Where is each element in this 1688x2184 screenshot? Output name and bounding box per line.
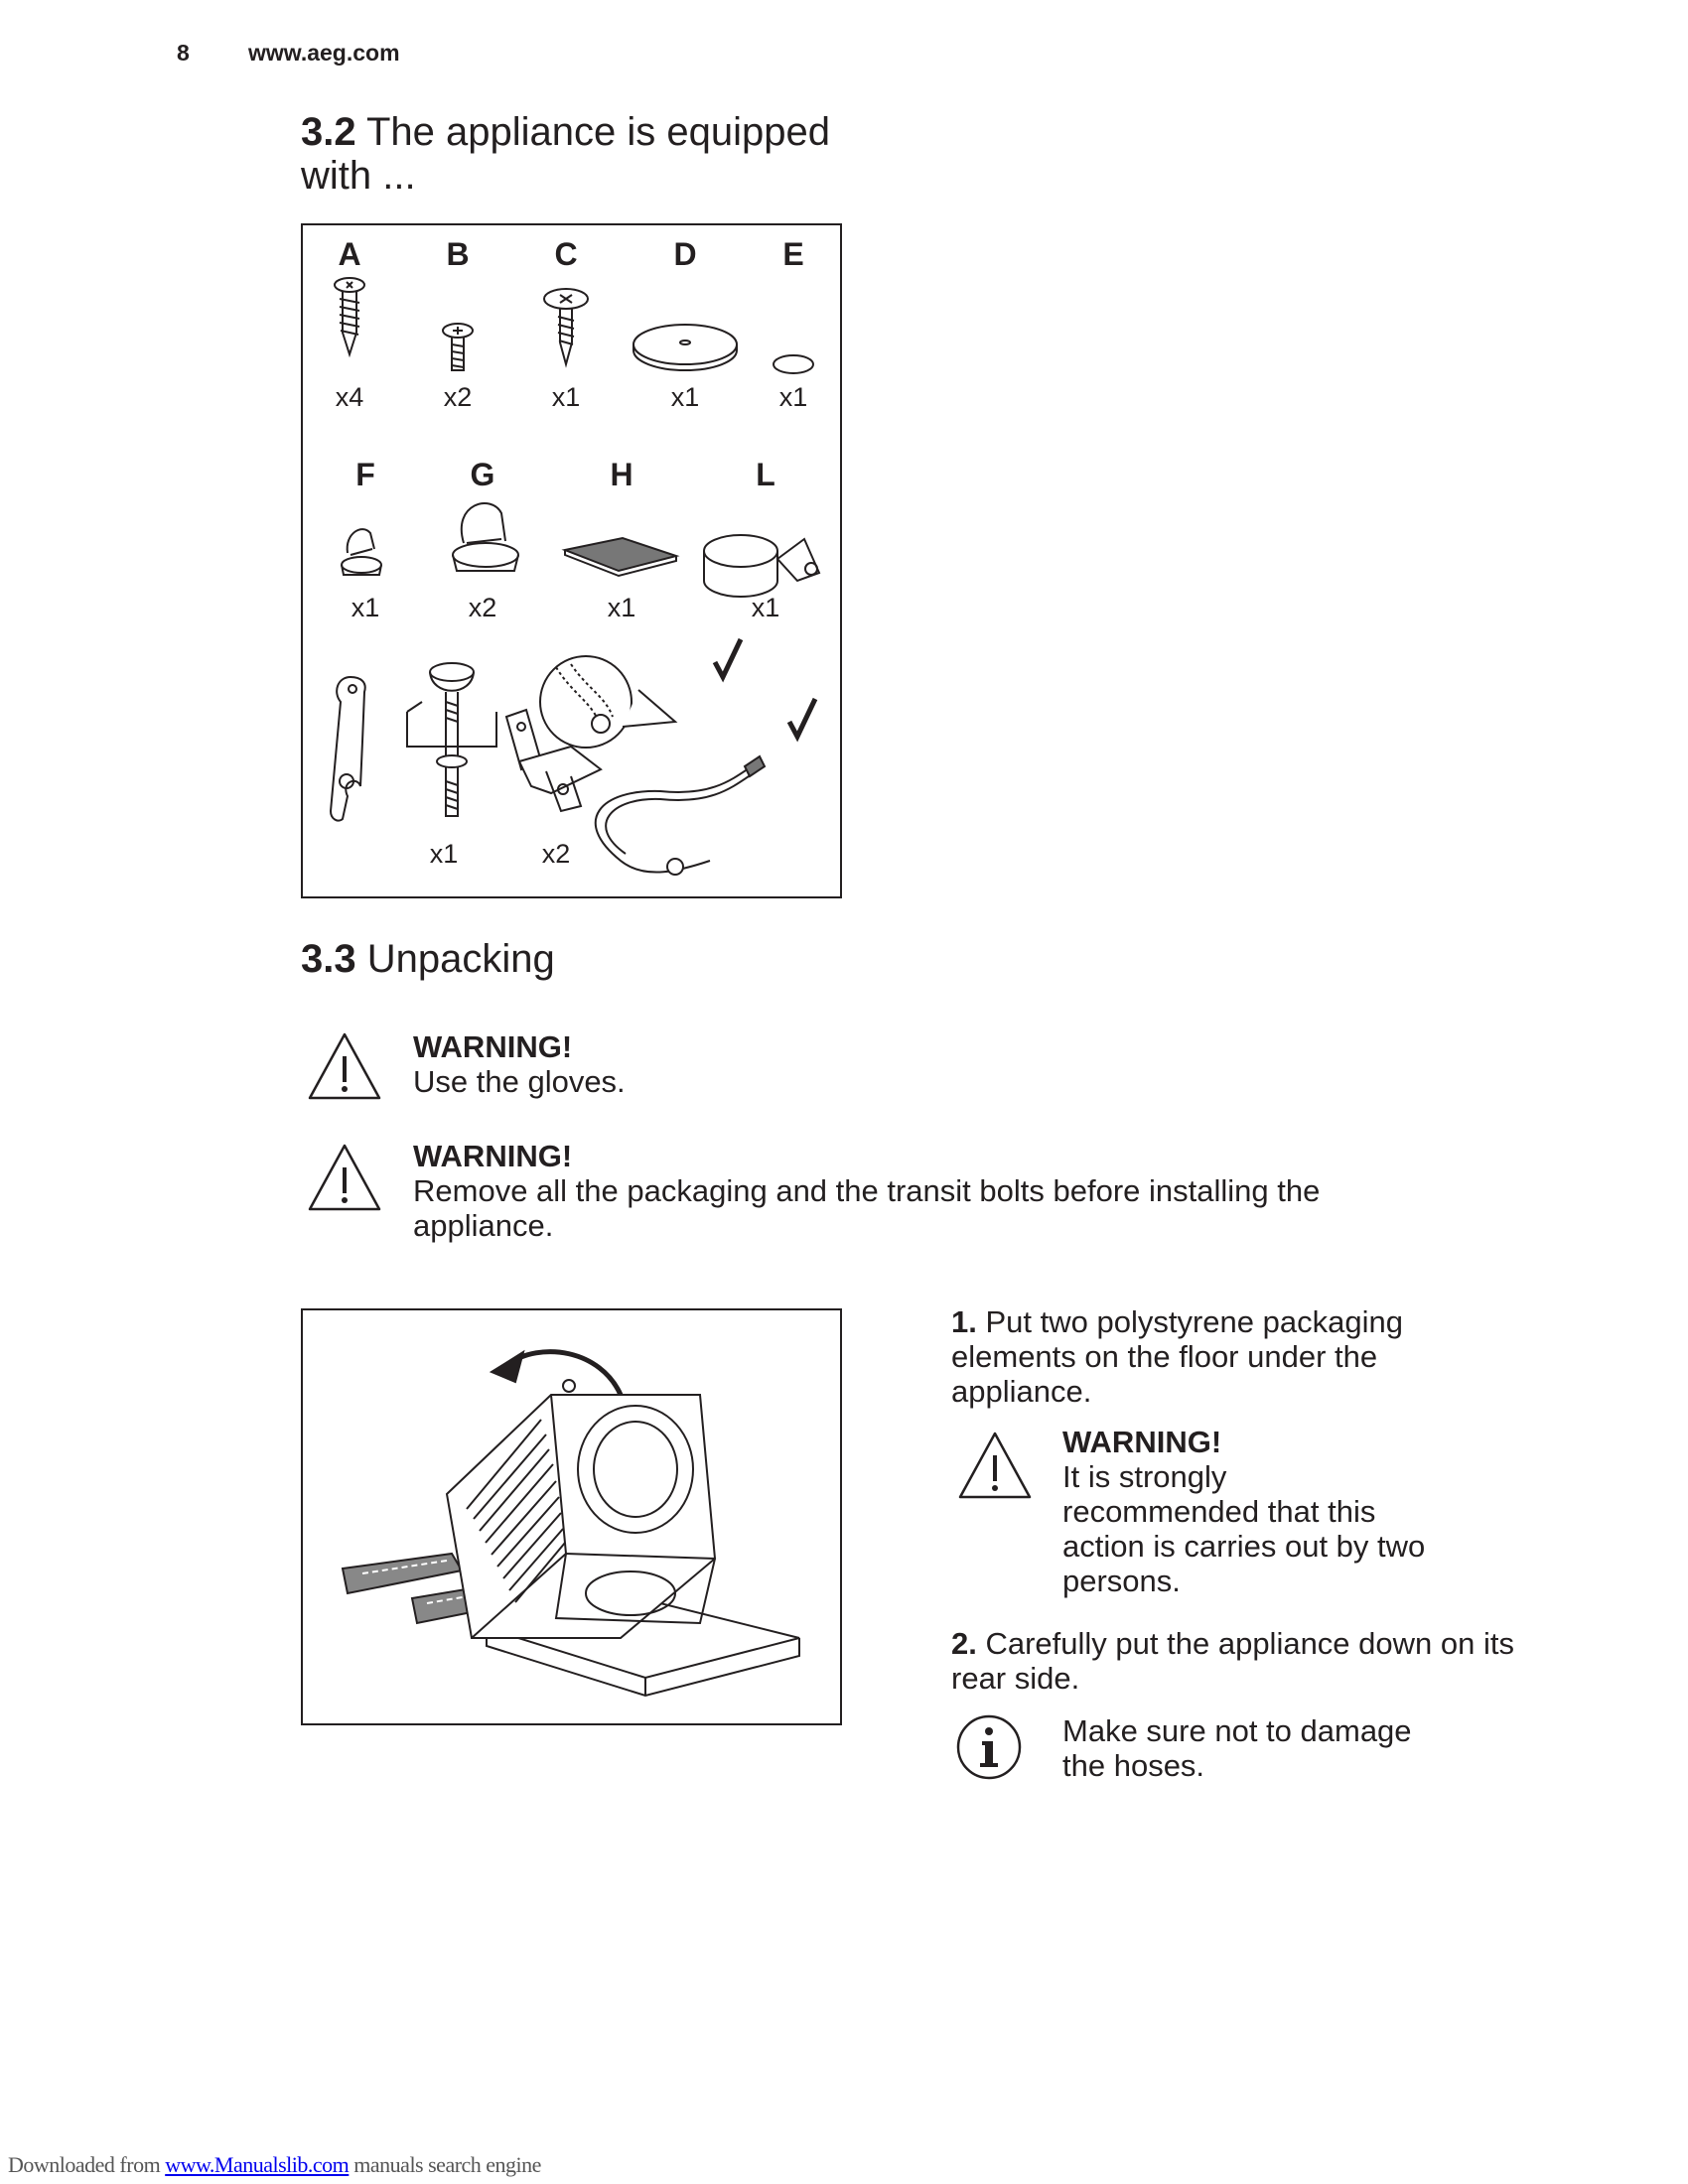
step-text: Carefully put the appliance down on its <box>985 1626 1514 1661</box>
warning-block <box>413 1030 626 1099</box>
checkmark-icon <box>715 639 741 677</box>
step-number: 2. <box>951 1626 977 1661</box>
section-title: Unpacking <box>366 937 555 981</box>
step-2 <box>951 1626 1547 1696</box>
wrench-icon <box>331 677 365 821</box>
section-title: The appliance is equipped <box>366 110 831 154</box>
label-letter: B <box>446 236 470 272</box>
cap-g-icon <box>453 503 518 571</box>
label-qty: x1 <box>751 593 780 622</box>
label-letter: L <box>756 457 775 492</box>
warning-title: WARNING! <box>413 1029 573 1064</box>
section-heading-unpacking <box>301 937 555 981</box>
step-number: 1. <box>951 1304 977 1339</box>
warning-text: Use the gloves. <box>413 1064 626 1099</box>
warning-text: appliance. <box>413 1208 554 1243</box>
section-heading-equipped <box>301 110 830 198</box>
warning-triangle-icon <box>306 1142 383 1213</box>
warning-title: WARNING! <box>413 1139 573 1173</box>
info-icon <box>955 1713 1023 1781</box>
info-text: the hoses. <box>1062 1748 1205 1783</box>
unpacking-figure <box>301 1308 842 1725</box>
warning-text: It is strongly <box>1062 1459 1227 1494</box>
clamp-l-icon <box>704 535 819 597</box>
warning-triangle-icon <box>956 1430 1034 1501</box>
warning-text: action is carries out by two <box>1062 1529 1426 1564</box>
label-qty: x1 <box>551 382 581 412</box>
cap-f-icon <box>342 529 381 575</box>
washer-tilt-illustration <box>303 1310 840 1723</box>
accessories-figure <box>301 223 842 898</box>
accessories-illustration <box>303 225 840 896</box>
label-letter: E <box>782 236 804 272</box>
step-text: elements on the floor under the <box>951 1339 1378 1374</box>
step-text: rear side. <box>951 1661 1080 1696</box>
washer-door <box>578 1406 693 1533</box>
footer-suffix: manuals search engine <box>349 2152 541 2177</box>
step-text: Put two polystyrene packaging <box>985 1304 1403 1339</box>
disc-e-icon <box>774 355 813 373</box>
warning-triangle-icon <box>306 1030 383 1102</box>
washer-d-icon <box>633 325 737 370</box>
section-number: 3.3 <box>301 937 356 981</box>
polystyrene-block <box>343 1554 462 1593</box>
warning-title: WARNING! <box>1062 1425 1222 1459</box>
label-letter: D <box>673 236 697 272</box>
filter-h-icon <box>565 538 676 576</box>
label-qty: x2 <box>468 593 497 622</box>
footer-prefix: Downloaded from <box>8 2152 166 2177</box>
warning-block <box>1062 1426 1509 1598</box>
label-qty: x1 <box>351 593 380 622</box>
info-text: Make sure not to damage <box>1062 1713 1412 1748</box>
step-text: appliance. <box>951 1374 1092 1409</box>
label-letter: A <box>338 236 361 272</box>
step-1 <box>951 1304 1507 1409</box>
header-url[interactable]: www.aeg.com <box>248 40 400 66</box>
footer-link[interactable]: www.Manualslib.com <box>165 2152 350 2177</box>
footer <box>8 2152 541 2178</box>
label-letter: H <box>610 457 633 492</box>
section-title-cont: with ... <box>301 154 416 198</box>
label-qty: x2 <box>541 839 571 869</box>
screw-c-icon <box>544 289 588 364</box>
warning-text: persons. <box>1062 1564 1181 1598</box>
bolt-bracket-icon <box>407 663 496 816</box>
label-qty: x4 <box>335 382 364 412</box>
screw-b-icon <box>443 324 473 370</box>
page-number: 8 <box>177 40 190 66</box>
warning-text: recommended that this <box>1062 1494 1376 1529</box>
label-qty: x1 <box>778 382 808 412</box>
label-letter: C <box>554 236 578 272</box>
label-qty: x2 <box>443 382 473 412</box>
info-note <box>1062 1713 1509 1783</box>
warning-text: Remove all the packaging and the transit bolts before installing the <box>413 1173 1321 1208</box>
section-number: 3.2 <box>301 110 356 154</box>
label-qty: x1 <box>607 593 636 622</box>
screw-a-icon <box>335 278 364 354</box>
label-letter: G <box>470 457 495 492</box>
checkmark-icon <box>789 699 815 737</box>
label-qty: x1 <box>429 839 459 869</box>
label-qty: x1 <box>670 382 700 412</box>
label-letter: F <box>355 457 375 492</box>
warning-block <box>413 1140 1320 1243</box>
